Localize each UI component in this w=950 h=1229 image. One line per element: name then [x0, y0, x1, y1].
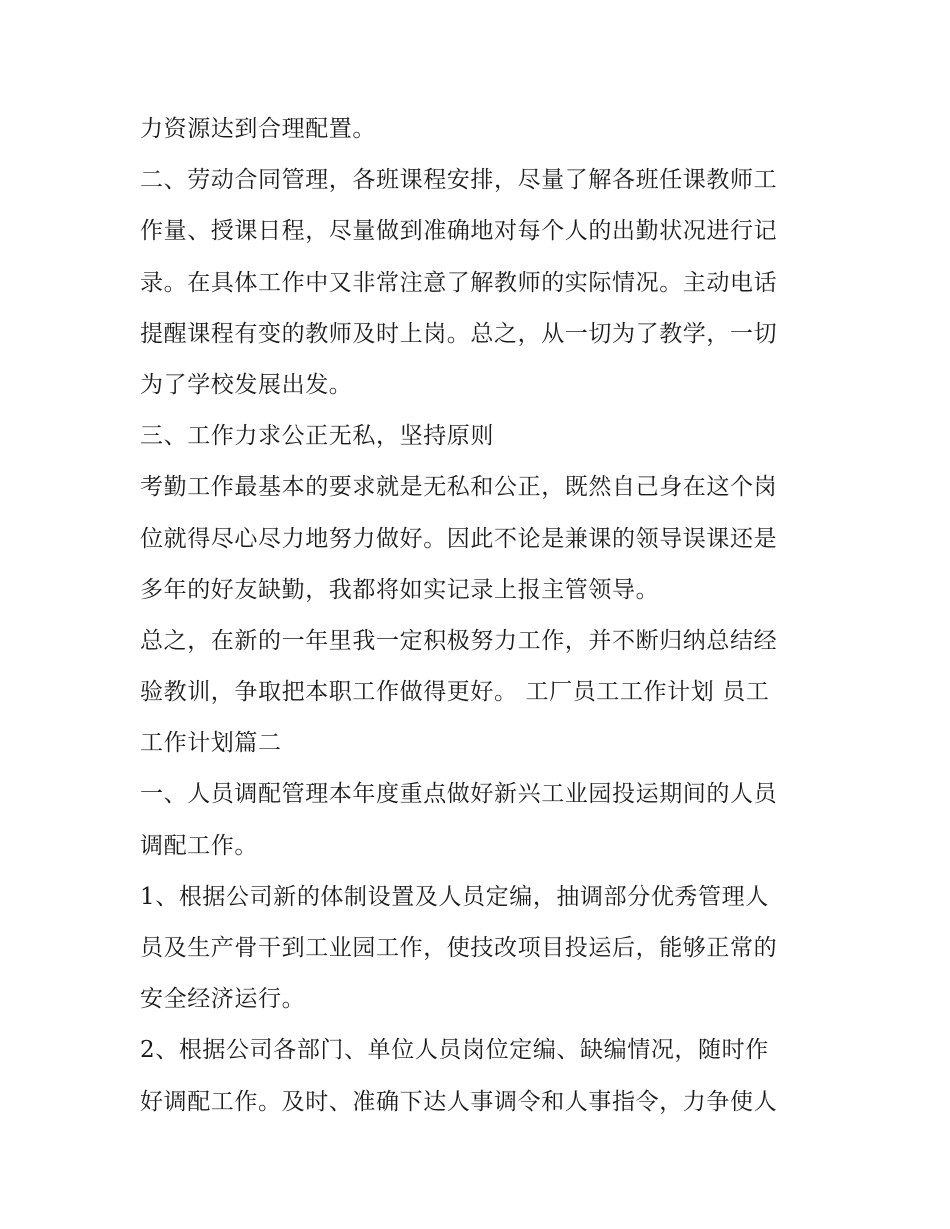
list-item-line: 2、根据公司各部门、单位人员岗位定编、缺编情况，随时作 — [140, 1037, 769, 1064]
text-line: 一、人员调配管理本年度重点做好新兴工业园投运期间的人员 — [140, 781, 778, 808]
text-line: 考勤工作最基本的要求就是无私和公正，既然自己身在这个岗 — [140, 474, 778, 501]
text-line: 好调配工作。及时、准确下达人事调令和人事指令，力争使人 — [140, 1088, 778, 1115]
text-line: 安全经济运行。 — [140, 986, 306, 1013]
text-line: 提醒课程有变的教师及时上岗。总之，从一切为了教学，一切 — [140, 320, 778, 347]
section-heading: 工作计划篇二 — [140, 730, 282, 757]
text-line: 员及生产骨干到工业园工作，使技改项目投运后，能够正常的 — [140, 935, 778, 961]
text-line: 二、劳动合同管理，各班课程安排，尽量了解各班任课教师工 — [140, 167, 778, 194]
text-line: 力资源达到合理配置。 — [140, 116, 376, 142]
text-line: 验教训，争取把本职工作做得更好。 工厂员工工作计划 员工 — [140, 679, 770, 706]
text-line: 调配工作。 — [140, 832, 258, 859]
text-line: 录。在具体工作中又非常注意了解教师的实际情况。主动电话 — [140, 269, 778, 296]
text-line: 总之，在新的一年里我一定积极努力工作，并不断归纳总结经 — [140, 627, 778, 654]
document-body — [140, 104, 815, 1128]
text-line: 位就得尽心尽力地努力做好。因此不论是兼课的领导误课还是 — [140, 525, 778, 552]
text-line: 作量、授课日程，尽量做到准确地对每个人的出勤状况进行记 — [140, 218, 778, 245]
text-line: 为了学校发展出发。 — [140, 371, 353, 398]
section-heading: 三、工作力求公正无私，坚持原则 — [140, 423, 494, 450]
list-item-line: 1、根据公司新的体制设置及人员定编，抽调部分优秀管理人 — [140, 883, 769, 910]
text-line: 多年的好友缺勤，我都将如实记录上报主管领导。 — [140, 576, 660, 603]
